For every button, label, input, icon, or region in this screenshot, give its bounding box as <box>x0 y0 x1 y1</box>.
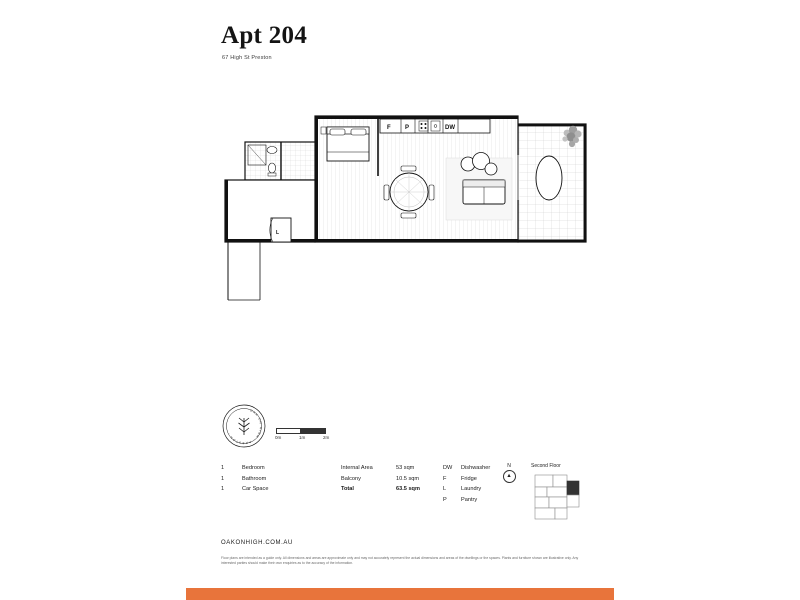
svg-text:F: F <box>387 125 391 131</box>
room-label: Car Space <box>242 486 269 492</box>
north-indicator <box>498 463 520 483</box>
room-label: Bedroom <box>242 465 265 471</box>
room-count: 1 <box>221 475 225 482</box>
legend-key: DW <box>443 465 453 471</box>
legend-label: Pantry <box>461 496 478 503</box>
entry-corridor <box>225 180 315 300</box>
floor-plan-drawing <box>215 100 590 390</box>
scale-tick-2: 2m <box>323 435 330 440</box>
scale-bar <box>276 428 336 444</box>
brand-logo <box>221 403 267 449</box>
keyplan-diagram <box>531 471 583 523</box>
scale-tick-0: 0m <box>275 435 282 440</box>
area-value: 10.5 sqm <box>396 475 420 482</box>
area-label-total: Total <box>341 486 354 492</box>
page-title: Apt 204 <box>221 22 308 49</box>
area-value-column <box>396 463 436 495</box>
room-count-column <box>221 463 231 495</box>
area-label: Balcony <box>341 475 361 482</box>
svg-text:OAK ON HIGH · PRESTON ·: OAK ON HIGH · PRESTON · <box>226 408 264 446</box>
legend-label: Laundry <box>461 486 482 492</box>
scale-segment-2 <box>301 428 326 434</box>
area-value: 53 sqm <box>396 465 415 471</box>
legend-key: P <box>443 496 447 503</box>
scale-segment-1 <box>276 428 301 434</box>
keyplan-label: Second Floor <box>531 463 561 469</box>
kitchen-joinery <box>380 119 490 133</box>
legend-key-column <box>443 463 455 505</box>
page-subtitle: 67 High St Preston <box>222 55 272 61</box>
legend-key: F <box>443 475 447 482</box>
svg-text:DW: DW <box>445 125 455 131</box>
room-label: Bathroom <box>242 475 267 482</box>
svg-text:L: L <box>276 230 280 236</box>
legend-label: Dishwasher <box>461 465 491 471</box>
north-circle <box>503 470 516 483</box>
room-label-column <box>242 463 312 495</box>
scale-tick-1: 1m <box>299 435 306 440</box>
footer-accent-bar <box>186 588 614 600</box>
north-label: N <box>507 463 511 469</box>
room-count: 1 <box>221 486 225 492</box>
bedroom-area <box>318 119 378 239</box>
lounge-setting <box>446 153 518 221</box>
disclaimer-text: Floor plans are intended as a guide only. All dimensions and areas are approximate only and may not accurately represent the actual dimensions and areas of the dwellings or the spaces. Plants and furniture shown are illustrative only. Any interested parties should make their own enquiries as to the accuracy of the information. <box>221 556 579 565</box>
svg-text:P: P <box>405 125 410 131</box>
area-label: Internal Area <box>341 465 373 471</box>
balcony-area <box>518 124 586 242</box>
bathroom-area <box>245 142 315 180</box>
room-count: 1 <box>221 465 225 471</box>
north-arrow-icon: ▲ <box>506 473 512 480</box>
legend-label: Fridge <box>461 475 477 482</box>
legend-key: L <box>443 486 447 492</box>
area-value-total: 63.5 sqm <box>396 486 420 492</box>
area-label-column <box>341 463 393 495</box>
website-url[interactable]: OAKONHIGH.COM.AU <box>221 540 293 546</box>
